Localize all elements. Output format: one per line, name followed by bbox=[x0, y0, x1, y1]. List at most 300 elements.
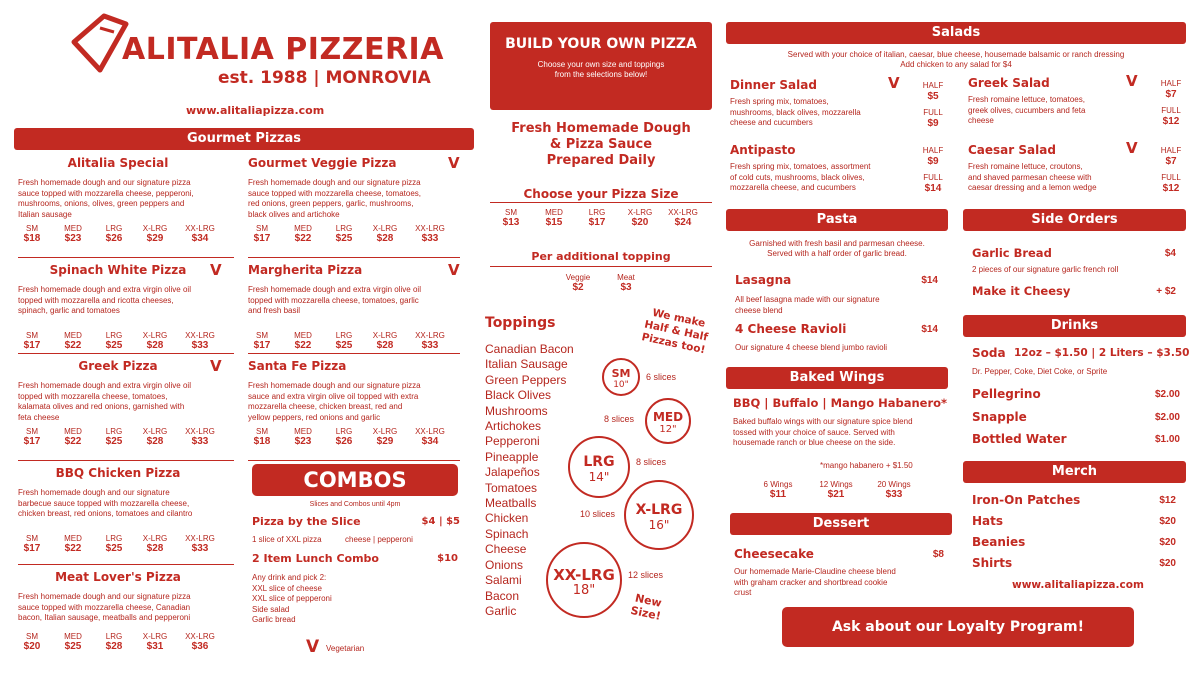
pizza-name: Alitalia Special bbox=[67, 156, 169, 170]
size-label: SM bbox=[26, 534, 38, 543]
topping-item: Salami bbox=[485, 573, 522, 588]
drink-name: Snapple bbox=[972, 409, 1027, 424]
circle-inches: 10" bbox=[613, 380, 629, 390]
build-size-price bbox=[579, 208, 615, 228]
ravioli-desc: Our signature 4 cheese blend jumbo ravioli bbox=[735, 343, 888, 352]
half-price: $9 bbox=[927, 156, 939, 167]
full-price: $12 bbox=[1162, 116, 1180, 127]
pizza-size-price bbox=[285, 331, 321, 351]
soda-desc: Dr. Pepper, Coke, Diet Coke, or Sprite bbox=[972, 367, 1108, 376]
size-label: X-LRG bbox=[142, 224, 168, 233]
pasta-header: Pasta bbox=[726, 209, 948, 231]
pizza-size-price bbox=[367, 427, 403, 447]
est-line: est. 1988 | MONROVIA bbox=[218, 68, 431, 88]
price-value: $25 bbox=[105, 436, 123, 447]
price-value: $25 bbox=[335, 340, 353, 351]
size-label: SM bbox=[26, 632, 38, 641]
price-value: $17 bbox=[23, 340, 41, 351]
pizza-size-price bbox=[137, 427, 173, 447]
full-price: $9 bbox=[927, 118, 939, 129]
lasagna-price: $14 bbox=[921, 275, 938, 286]
wing-count-price bbox=[872, 480, 916, 500]
full-price: $14 bbox=[924, 183, 942, 194]
website-link[interactable]: www.alitaliapizza.com bbox=[186, 104, 325, 117]
cheesecake-price: $8 bbox=[932, 549, 944, 560]
drink-price: $2.00 bbox=[1154, 411, 1180, 423]
price-value: $17 bbox=[23, 543, 41, 554]
divider bbox=[248, 460, 460, 461]
full-label: FULL bbox=[1161, 106, 1181, 115]
price-value: $22 bbox=[64, 340, 82, 351]
pizza-size-price bbox=[96, 632, 132, 652]
topping-price-title: Per additional topping bbox=[531, 250, 671, 263]
half-label: HALF bbox=[922, 146, 944, 155]
size-label: MED bbox=[545, 208, 563, 217]
new-size-note: New Size! bbox=[629, 591, 663, 623]
salad-name: Caesar Salad bbox=[968, 143, 1056, 157]
price-value: $33 bbox=[191, 543, 209, 554]
pizza-size-price bbox=[244, 427, 280, 447]
vegetarian-icon: V bbox=[888, 74, 900, 92]
gourmet-pizzas-header: Gourmet Pizzas bbox=[14, 128, 474, 150]
price-value: $20 bbox=[23, 641, 41, 652]
pizza-size-price bbox=[96, 427, 132, 447]
pizza-size-price bbox=[412, 224, 448, 244]
pizza-size-price bbox=[14, 534, 50, 554]
half-price: $7 bbox=[1165, 156, 1177, 167]
size-label: SM bbox=[505, 208, 517, 217]
lasagna-name: Lasagna bbox=[735, 273, 792, 287]
slice-count: 6 slices bbox=[646, 372, 677, 382]
circle-inches: 16" bbox=[648, 518, 670, 532]
topping-item: Garlic bbox=[485, 603, 517, 618]
price-value: $22 bbox=[64, 436, 82, 447]
pizza-name: Gourmet Veggie Pizza bbox=[248, 156, 397, 170]
salad-desc: Fresh romaine lettuce, croutons, and shaved parmesan cheese with caesar dressing and a lemon wedge bbox=[968, 162, 1097, 192]
size-label: LRG bbox=[105, 534, 123, 543]
full-label: FULL bbox=[923, 108, 943, 117]
pizza-slice-logo-icon bbox=[70, 12, 130, 74]
build-subtitle: Choose your own size and toppings from the selections below! bbox=[537, 60, 665, 79]
vegetarian-icon: V bbox=[1126, 139, 1138, 157]
topping-item: Jalapeños bbox=[485, 465, 540, 480]
price-value: $33 bbox=[421, 233, 439, 244]
wings-desc: Baked buffalo wings with our signature spice blend tossed with your choice of sauce. Served with housemade ranch or blue cheese on the side. bbox=[733, 417, 913, 447]
price-value: $28 bbox=[376, 233, 394, 244]
half-price: $7 bbox=[1165, 89, 1177, 100]
combos-note: Slices and Combos until 4pm bbox=[309, 501, 401, 508]
circle-inches: 14" bbox=[588, 470, 610, 484]
size-label: LRG bbox=[335, 224, 353, 233]
pizza-size-price bbox=[137, 331, 173, 351]
price-value: $33 bbox=[191, 340, 209, 351]
divider bbox=[18, 460, 234, 461]
size-label: X-LRG bbox=[142, 534, 168, 543]
price-value: $22 bbox=[294, 340, 312, 351]
price-value: $34 bbox=[421, 436, 439, 447]
price-value: $22 bbox=[294, 233, 312, 244]
merch-item-price: $20 bbox=[1159, 537, 1176, 548]
loyalty-banner[interactable]: Ask about our Loyalty Program! bbox=[782, 607, 1134, 647]
size-label: MED bbox=[64, 534, 82, 543]
merch-item-name: Shirts bbox=[972, 556, 1013, 570]
price-value: $15 bbox=[545, 217, 563, 228]
price-value: $28 bbox=[105, 641, 123, 652]
side-orders-header: Side Orders bbox=[963, 209, 1186, 231]
price-value: $13 bbox=[502, 217, 520, 228]
size-label: LRG bbox=[105, 224, 123, 233]
pizza-size-price bbox=[14, 224, 50, 244]
vegetarian-icon: V bbox=[448, 261, 460, 279]
half-price: $5 bbox=[927, 91, 939, 102]
size-label: LRG bbox=[335, 331, 353, 340]
price-value: $29 bbox=[376, 436, 394, 447]
cheesecake-name: Cheesecake bbox=[734, 547, 814, 561]
make-cheesy-price: + $2 bbox=[1156, 286, 1176, 297]
size-label: MED bbox=[294, 331, 312, 340]
merch-item-name: Hats bbox=[972, 514, 1004, 528]
pizza-size-price bbox=[412, 427, 448, 447]
salad-desc: Fresh spring mix, tomatoes, mushrooms, black olives, mozzarella cheese and cucumbers bbox=[730, 97, 861, 127]
pizza-name: Margherita Pizza bbox=[248, 263, 363, 277]
topping-item: Canadian Bacon bbox=[485, 342, 574, 356]
price-value: $33 bbox=[421, 340, 439, 351]
price-value: $23 bbox=[64, 233, 82, 244]
slice-count: 12 slices bbox=[628, 570, 664, 580]
price-value: $23 bbox=[294, 436, 312, 447]
size-label: LRG bbox=[105, 331, 123, 340]
full-label: FULL bbox=[1161, 173, 1181, 182]
pizza-name: Greek Pizza bbox=[78, 359, 158, 373]
salads-header: Salads bbox=[726, 22, 1186, 44]
pizza-size-price bbox=[244, 224, 280, 244]
wing-count-price bbox=[756, 480, 800, 500]
pasta-note: Garnished with fresh basil and parmesan cheese. Served with a half order of garlic bread. bbox=[749, 239, 925, 258]
price-value: $17 bbox=[253, 233, 271, 244]
circle-inches: 12" bbox=[659, 424, 677, 435]
size-label: MED bbox=[294, 224, 312, 233]
topping-item: Bacon bbox=[485, 588, 520, 603]
size-label: X-LRG bbox=[142, 331, 168, 340]
divider bbox=[18, 353, 234, 354]
pizza-size-price bbox=[285, 427, 321, 447]
size-label: SM bbox=[26, 331, 38, 340]
salad-desc: Fresh spring mix, tomatoes, assortment of cold cuts, mushrooms, black olives, mozzarella cheese, and cucumbers bbox=[730, 162, 871, 192]
pizza-desc: Fresh homemade dough and our signature barbecue sauce topped with mozzarella cheese, chicken breast, red onions, tomatoes and cilantro bbox=[18, 488, 193, 518]
wing-count: 20 Wings bbox=[877, 480, 911, 489]
veggie-topping-price: Veggie $2 bbox=[565, 273, 591, 293]
merch-item-name: Beanies bbox=[972, 535, 1026, 549]
drink-name: Bottled Water bbox=[972, 432, 1067, 446]
half-and-half-note: We make Half & Half Pizzas too! bbox=[640, 306, 709, 357]
topping-item: Chicken bbox=[485, 511, 529, 526]
slice-count: 8 slices bbox=[636, 457, 667, 467]
circle-size-label: X-LRG bbox=[635, 502, 683, 518]
pizza-size-price bbox=[244, 331, 280, 351]
topping-item: Tomatoes bbox=[485, 480, 538, 495]
size-label: XX-LRG bbox=[185, 632, 215, 641]
wing-count-price bbox=[814, 480, 858, 500]
pizza-size-price bbox=[326, 224, 362, 244]
topping-item: Artichokes bbox=[485, 419, 542, 434]
price-value: $22 bbox=[64, 543, 82, 554]
price-value: $33 bbox=[191, 436, 209, 447]
full-price: $12 bbox=[1162, 183, 1180, 194]
size-label: XX-LRG bbox=[415, 427, 445, 436]
merch-item-price: $20 bbox=[1159, 516, 1176, 527]
slice-desc: 1 slice of XXL pizza bbox=[252, 535, 322, 544]
ravioli-name: 4 Cheese Ravioli bbox=[735, 322, 847, 336]
merch-item-price: $20 bbox=[1159, 558, 1176, 569]
size-label: X-LRG bbox=[627, 208, 653, 217]
slice-count: 8 slices bbox=[604, 414, 635, 424]
topping-item: Black Olives bbox=[485, 388, 552, 403]
half-label: HALF bbox=[922, 81, 944, 90]
toppings-title: Toppings bbox=[485, 315, 556, 331]
circle-size-label: LRG bbox=[583, 454, 615, 470]
pizza-size-price bbox=[96, 224, 132, 244]
price-value: $25 bbox=[335, 233, 353, 244]
size-label: MED bbox=[294, 427, 312, 436]
pizza-size-price bbox=[96, 534, 132, 554]
topping-item: Meatballs bbox=[485, 496, 537, 511]
pizza-desc: Fresh homemade dough and our signature pizza sauce topped with mozzarella cheese, pepperoni, mushrooms, onions, olives, green peppers and Italian sausage bbox=[18, 178, 194, 219]
pizza-desc: Fresh homemade dough and our signature pizza sauce topped with mozzarella cheese, tomatoes, red onions, green peppers, garlic, mushrooms, black olives and artichoke bbox=[248, 178, 421, 219]
salad-name: Antipasto bbox=[730, 143, 796, 157]
meat-topping-price: Meat $3 bbox=[617, 273, 635, 293]
price-value: $36 bbox=[191, 641, 209, 652]
pizza-size-circle bbox=[624, 480, 694, 550]
topping-item: Pepperoni bbox=[485, 434, 540, 449]
pizza-size-price bbox=[326, 427, 362, 447]
pizza-size-circle bbox=[568, 436, 630, 498]
price-value: $17 bbox=[588, 217, 606, 228]
wings-mango-note: *mango habanero + $1.50 bbox=[820, 461, 913, 470]
pizza-size-price bbox=[55, 427, 91, 447]
slice-name: Pizza by the Slice bbox=[252, 515, 361, 528]
size-label: XX-LRG bbox=[185, 534, 215, 543]
pizza-size-circle bbox=[602, 358, 640, 396]
merch-website-link[interactable]: www.alitaliapizza.com bbox=[1012, 579, 1144, 591]
pizza-size-price bbox=[137, 534, 173, 554]
choose-size-title: Choose your Pizza Size bbox=[523, 187, 679, 201]
pizza-name: BBQ Chicken Pizza bbox=[55, 466, 181, 480]
pizza-size-price bbox=[285, 224, 321, 244]
drink-price: $2.00 bbox=[1154, 389, 1180, 400]
divider bbox=[248, 257, 460, 258]
pizza-size-price bbox=[182, 224, 218, 244]
price-value: $28 bbox=[146, 436, 164, 447]
size-label: SM bbox=[26, 427, 38, 436]
price-value: $34 bbox=[191, 233, 209, 244]
vegetarian-icon: V bbox=[210, 261, 222, 279]
build-your-own-box bbox=[490, 22, 712, 110]
size-label: LRG bbox=[105, 427, 123, 436]
pizza-desc: Fresh homemade dough and extra virgin olive oil topped with mozzarella cheese, tomatoes, kalamata olives and red onions, garnished with feta cheese bbox=[18, 381, 191, 422]
circle-inches: 18" bbox=[572, 583, 596, 598]
size-label: LRG bbox=[588, 208, 606, 217]
pizza-size-price bbox=[55, 534, 91, 554]
price-value: $28 bbox=[146, 340, 164, 351]
pizza-size-price bbox=[55, 224, 91, 244]
fresh-dough-tagline: Fresh Homemade Dough & Pizza Sauce Prepared Daily bbox=[511, 121, 691, 168]
pizza-size-price bbox=[55, 632, 91, 652]
price-value: $25 bbox=[64, 641, 82, 652]
lunch-combo-lines: Any drink and pick 2: XXL slice of cheese XXL slice of pepperoni Side salad Garlic bread bbox=[252, 573, 332, 624]
divider bbox=[18, 564, 234, 565]
garlic-bread-price: $4 bbox=[1164, 248, 1176, 259]
pizza-name: Santa Fe Pizza bbox=[248, 359, 347, 373]
pizza-size-price bbox=[367, 331, 403, 351]
circle-size-label: MED bbox=[652, 410, 684, 424]
size-label: X-LRG bbox=[372, 224, 398, 233]
pizza-size-price bbox=[367, 224, 403, 244]
size-label: X-LRG bbox=[142, 632, 168, 641]
merch-item-name: Iron-On Patches bbox=[972, 493, 1081, 507]
price-value: $28 bbox=[146, 543, 164, 554]
pizza-desc: Fresh homemade dough and extra virgin olive oil topped with mozzarella and ricotta cheeses, spinach, garlic and tomatoes bbox=[18, 285, 191, 315]
lunch-combo-price: $10 bbox=[437, 553, 458, 564]
price-value: $21 bbox=[827, 489, 845, 500]
pizza-size-price bbox=[182, 427, 218, 447]
size-label: XX-LRG bbox=[185, 427, 215, 436]
build-title: BUILD YOUR OWN PIZZA bbox=[505, 36, 697, 52]
merch-header: Merch bbox=[963, 461, 1186, 483]
topping-item: Spinach bbox=[485, 526, 529, 541]
soda-name: Soda bbox=[972, 346, 1006, 360]
price-value: $17 bbox=[23, 436, 41, 447]
vegetarian-icon: V bbox=[448, 154, 460, 172]
soda-prices: 12oz – $1.50 | 2 Liters – $3.50 bbox=[1014, 347, 1190, 359]
slice-options: cheese | pepperoni bbox=[345, 535, 413, 544]
vegetarian-icon: V bbox=[210, 357, 222, 375]
drink-name: Pellegrino bbox=[972, 387, 1041, 401]
size-label: MED bbox=[64, 224, 82, 233]
size-label: X-LRG bbox=[372, 427, 398, 436]
size-label: LRG bbox=[105, 632, 123, 641]
vegetarian-icon: V bbox=[1126, 72, 1138, 90]
pizza-name: Spinach White Pizza bbox=[49, 263, 187, 277]
topping-item: Italian Sausage bbox=[485, 357, 568, 372]
price-value: $26 bbox=[335, 436, 353, 447]
divider bbox=[248, 353, 460, 354]
circle-size-label: XX-LRG bbox=[553, 566, 615, 584]
half-label: HALF bbox=[1160, 79, 1182, 88]
pizza-size-circle bbox=[645, 398, 691, 444]
slice-price: $4 | $5 bbox=[421, 516, 460, 527]
half-label: HALF bbox=[1160, 146, 1182, 155]
pizza-size-price bbox=[182, 534, 218, 554]
vegetarian-mark: V bbox=[306, 637, 320, 657]
price-value: $31 bbox=[146, 641, 164, 652]
pizza-size-price bbox=[137, 632, 173, 652]
circle-size-label: SM bbox=[611, 367, 631, 380]
lasagna-desc: All beef lasagna made with our signature cheese blend bbox=[735, 295, 880, 315]
topping-item: Cheese bbox=[485, 542, 527, 557]
size-label: X-LRG bbox=[142, 427, 168, 436]
brand-name: ALITALIA PIZZERIA bbox=[122, 32, 444, 67]
full-label: FULL bbox=[923, 173, 943, 182]
topping-item: Green Peppers bbox=[485, 372, 567, 387]
size-label: XX-LRG bbox=[185, 331, 215, 340]
build-size-price bbox=[622, 208, 658, 228]
garlic-bread-name: Garlic Bread bbox=[972, 246, 1052, 260]
pizza-size-price bbox=[412, 331, 448, 351]
price-value: $18 bbox=[253, 436, 271, 447]
garlic-bread-desc: 2 pieces of our signature garlic french roll bbox=[972, 265, 1119, 274]
price-value: $25 bbox=[105, 340, 123, 351]
price-value: $24 bbox=[674, 217, 692, 228]
size-label: XX-LRG bbox=[668, 208, 698, 217]
price-value: $33 bbox=[885, 489, 903, 500]
size-label: SM bbox=[256, 224, 268, 233]
pizza-size-circle bbox=[546, 542, 622, 618]
merch-item-price: $12 bbox=[1159, 495, 1176, 506]
price-value: $17 bbox=[253, 340, 271, 351]
salad-name: Greek Salad bbox=[968, 76, 1050, 90]
pizza-name: Meat Lover's Pizza bbox=[55, 570, 181, 584]
ravioli-price: $14 bbox=[921, 324, 938, 335]
build-size-price bbox=[493, 208, 529, 228]
combos-header: COMBOS bbox=[252, 464, 458, 496]
wing-count: 6 Wings bbox=[763, 480, 793, 489]
price-value: $26 bbox=[105, 233, 123, 244]
build-size-price bbox=[665, 208, 701, 228]
wing-flavors: BBQ | Buffalo | Mango Habanero* bbox=[733, 396, 948, 410]
size-label: X-LRG bbox=[372, 331, 398, 340]
pizza-desc: Fresh homemade dough and our signature pizza sauce and extra virgin olive oil topped with extra mozzarella cheese, chicken breast, red and yellow peppers, red onions and garlic bbox=[248, 381, 421, 422]
size-label: XX-LRG bbox=[415, 331, 445, 340]
build-size-price bbox=[536, 208, 572, 228]
price-value: $29 bbox=[146, 233, 164, 244]
pizza-desc: Fresh homemade dough and our signature pizza sauce topped with mozzarella cheese, Canadian bacon, Italian sausage, meatballs and pepperoni bbox=[18, 592, 191, 622]
size-label: MED bbox=[64, 427, 82, 436]
slice-count: 10 slices bbox=[580, 509, 616, 519]
price-value: $11 bbox=[769, 489, 787, 500]
topping-item: Onions bbox=[485, 557, 524, 572]
pizza-size-price bbox=[14, 331, 50, 351]
salads-note: Served with your choice of italian, caesar, blue cheese, housemade balsamic or ranch dressing Add chicken to any salad for $4 bbox=[787, 50, 1125, 69]
wings-header: Baked Wings bbox=[726, 367, 948, 389]
dessert-header: Dessert bbox=[730, 513, 952, 535]
size-label: XX-LRG bbox=[185, 224, 215, 233]
price-value: $20 bbox=[631, 217, 649, 228]
pizza-desc: Fresh homemade dough and extra virgin olive oil topped with mozzarella cheese, tomatoes, garlic and fresh basil bbox=[248, 285, 421, 315]
vegetarian-legend: Vegetarian bbox=[326, 644, 365, 653]
cheesecake-desc: Our homemade Marie-Claudine cheese blend with graham cracker and shortbread cookie crust bbox=[734, 567, 896, 597]
pizza-size-price bbox=[326, 331, 362, 351]
pizza-size-price bbox=[55, 331, 91, 351]
salad-name: Dinner Salad bbox=[730, 78, 817, 92]
drink-price: $1.00 bbox=[1154, 434, 1180, 445]
salad-desc: Fresh romaine lettuce, tomatoes, greek olives, cucumbers and feta cheese bbox=[968, 95, 1086, 125]
lunch-combo-name: 2 Item Lunch Combo bbox=[252, 552, 379, 565]
size-label: XX-LRG bbox=[415, 224, 445, 233]
size-label: LRG bbox=[335, 427, 353, 436]
wing-count: 12 Wings bbox=[819, 480, 853, 489]
pizza-size-price bbox=[14, 632, 50, 652]
pizza-size-price bbox=[14, 427, 50, 447]
make-cheesy-name: Make it Cheesy bbox=[972, 284, 1071, 298]
topping-item: Mushrooms bbox=[485, 403, 548, 418]
size-label: SM bbox=[26, 224, 38, 233]
topping-item: Pineapple bbox=[485, 449, 539, 464]
price-value: $25 bbox=[105, 543, 123, 554]
size-label: MED bbox=[64, 331, 82, 340]
pizza-size-price bbox=[137, 224, 173, 244]
size-label: SM bbox=[256, 331, 268, 340]
drinks-header: Drinks bbox=[963, 315, 1186, 337]
